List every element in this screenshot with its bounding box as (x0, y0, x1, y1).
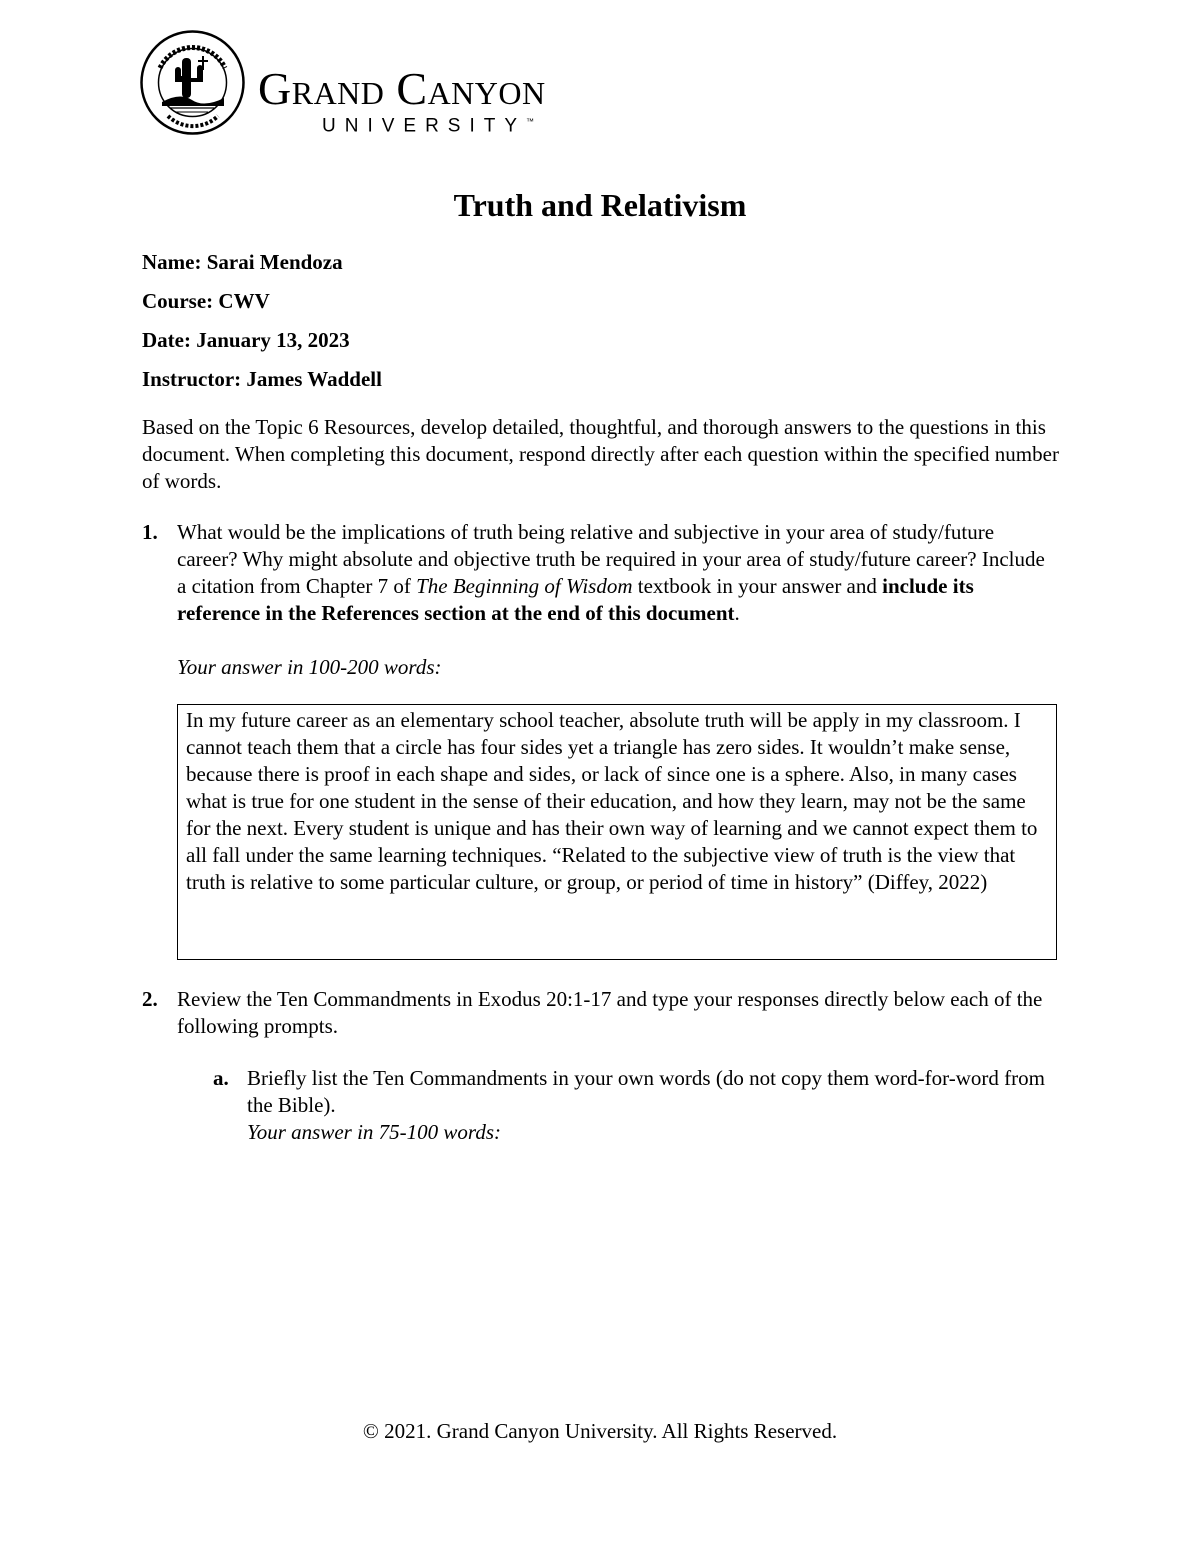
reference-instruction: include its reference in the References section at the end of this document (177, 574, 974, 625)
course-field: Course: CWV (142, 289, 270, 313)
student-name: Name: Sarai Mendoza (142, 250, 343, 274)
question-1-text: What would be the implications of truth being relative and subjective in your area of study/future career? Why might absolute and objective truth be required in your area of study/future career? Include a citation from Chapter 7 of The Beginning of Wisdom textbook in your answer and include its reference in the References section at the end of this document. (177, 520, 1045, 625)
question-1-answer-box[interactable]: In my future career as an elementary school teacher, absolute truth will be apply in my classroom. I cannot teach them that a circle has four sides yet a triangle has zero sides. It wouldn’t make sense, because there is proof in each shape and sides, or lack of since one is a sphere. Also, in many cases what is true for one student in the sense of their education, and how they learn, may not be the same for the next. Every student is unique and has their own way of learning and we cannot expect them to all fall under the same learning techniques. “Related to the subjective view of truth is the view that truth is relative to some particular culture, or group, or period of time in history” (Diffey, 2022) (177, 704, 1057, 960)
logo-subtitle: UNIVERSITY™ (322, 115, 535, 137)
question-2-text: Review the Ten Commandments in Exodus 20:1-17 and type your responses directly below each of the following prompts. (177, 987, 1043, 1038)
copyright-footer: © 2021. Grand Canyon University. All Rights Reserved. (362, 1419, 838, 1443)
question-1-number: 1. (142, 520, 158, 544)
question-2a-letter: a. (213, 1066, 229, 1090)
question-1-word-prompt: Your answer in 100-200 words: (177, 655, 442, 679)
trademark-symbol: ™ (526, 117, 535, 126)
university-seal-icon (140, 30, 245, 135)
page-title: Truth and Relativism (453, 187, 747, 223)
book-title: The Beginning of Wisdom (416, 574, 633, 598)
logo-wordmark: Grand Canyon (258, 63, 546, 114)
instructor-field: Instructor: James Waddell (142, 367, 382, 391)
question-2a-word-prompt: Your answer in 75-100 words: (247, 1120, 501, 1144)
question-2-number: 2. (142, 987, 158, 1011)
university-logo (140, 30, 620, 135)
instructions-paragraph: Based on the Topic 6 Resources, develop detailed, thoughtful, and thorough answers to the questions in this document. When completing this document, respond directly after each question within the specified number of words. (142, 415, 1059, 493)
question-2a-text: Briefly list the Ten Commandments in your own words (do not copy them word-for-word from the Bible). (247, 1066, 1045, 1117)
date-field: Date: January 13, 2023 (142, 328, 350, 352)
